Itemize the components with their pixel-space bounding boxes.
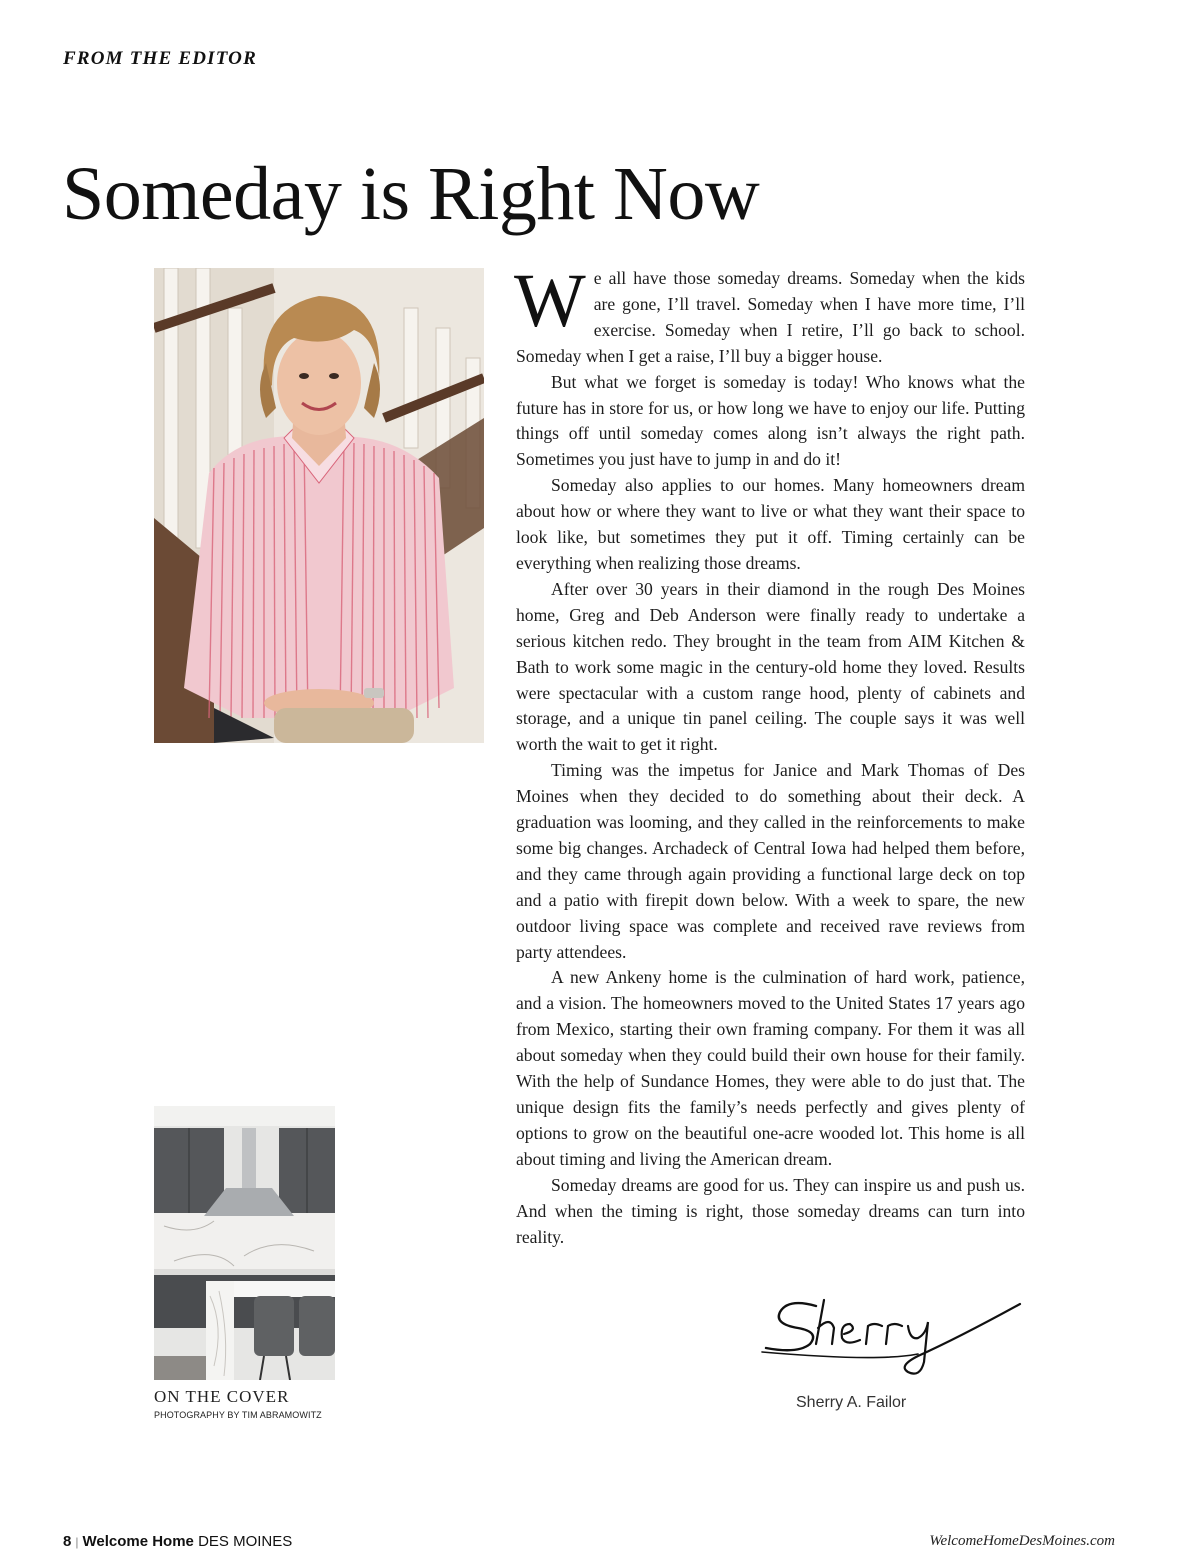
section-label: FROM THE EDITOR (63, 48, 257, 69)
article-paragraph: Someday dreams are good for us. They can inspire us and push us. And when the timing is right, those someday dreams can turn into reality. (516, 1174, 1025, 1247)
drop-cap: W (514, 259, 586, 343)
handwritten-signature (758, 1292, 1028, 1386)
article-paragraph: We all have those someday dreams. Someday when the kids are gone, I’ll travel. Someday when I have more time, I’ll exercise. Someday when I retire, I’ll go back to school. Someday when I get a raise, I’ll buy a bigger house. (514, 259, 1025, 366)
footer-website[interactable]: WelcomeHomeDesMoines.com (929, 1533, 1115, 1549)
article-paragraph: Timing was the impetus for Janice and Mark Thomas of Des Moines when they decided to do something about their deck. A graduation was looming, and they called in the reinforcements to make some big changes. Archadeck of Central Iowa had helped them before, and they came through again providing a functional large deck on top and a patio with firepit down below. With a week to spare, the new outdoor living space was complete and received rave reviews from party attendees. (516, 760, 1025, 962)
cover-photo-credit: PHOTOGRAPHY BY TIM ABRAMOWITZ (154, 1410, 322, 1420)
footer-separator: | (75, 1535, 79, 1549)
article-paragraph: Someday also applies to our homes. Many homeowners dream about how or where they want to live or what they want their space to look like, but sometimes they put it off. Timing certainly can be everything when realizing those dreams. (516, 475, 1025, 573)
magazine-brand: Welcome Home (82, 1533, 194, 1550)
page-number: 8 (63, 1533, 72, 1550)
article-paragraph: But what we forget is someday is today! Who knows what the future has in store for us, or how long we have to enjoy our life. Putting things off until someday comes along isn’t always the right path. Sometimes you just have to jump in and do it! (516, 371, 1025, 470)
editor-portrait-photo (154, 268, 484, 743)
magazine-city: DES MOINES (198, 1533, 293, 1550)
editor-name: Sherry A. Failor (796, 1394, 907, 1411)
cover-caption-title: ON THE COVER (154, 1387, 290, 1406)
article-paragraph: A new Ankeny home is the culmination of hard work, patience, and a vision. The homeowners moved to the United States 17 years ago from Mexico, starting their own framing company. For them it was all about someday when they could build their own house for their family. With the help of Sundance Homes, they were able to do just that. The unique design fits the family’s needs perfectly and gives plenty of options to grow on the beautiful one-acre wooded lot. This home is all about timing and living the American dream. (516, 967, 1025, 1169)
page-title: Someday is Right Now (62, 152, 760, 236)
cover-thumbnail-photo (154, 1106, 335, 1380)
page-footer-left (63, 1533, 292, 1550)
article-paragraph: After over 30 years in their diamond in the rough Des Moines home, Greg and Deb Anderson were finally ready to undertake a serious kitchen redo. They brought in the team from AIM Kitchen & Bath to work some magic in the century-old home they loved. Results were spectacular with a custom range hood, plenty of cabinets and storage, and a unique tin panel ceiling. The couple says it was well worth the wait to get it right. (516, 578, 1025, 755)
article-body (514, 259, 1025, 1250)
